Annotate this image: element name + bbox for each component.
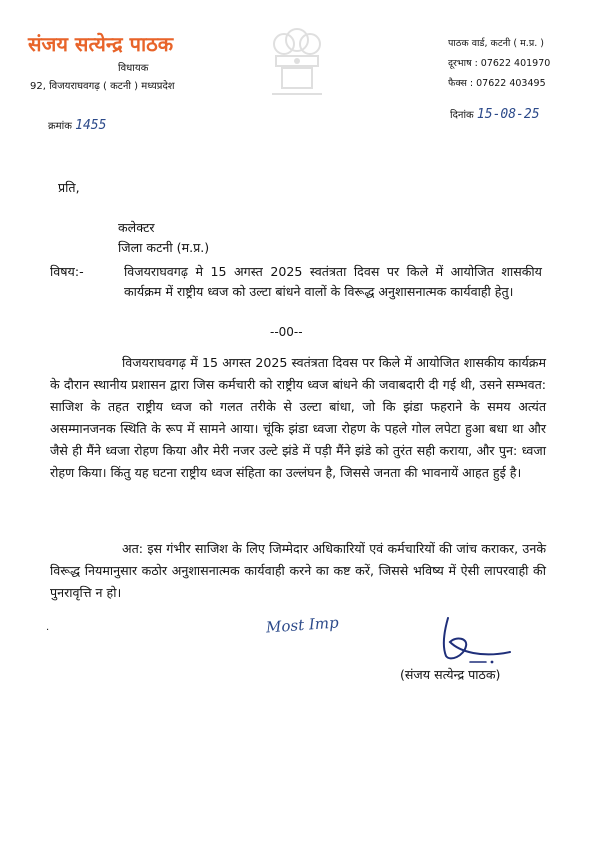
body-paragraph-2: अत: इस गंभीर साजिश के लिए जिम्मेदार अधिकारियों एवं कर्मचारियों की जांच कराकर, उनके विरूद्ध नियमानुसार कठोर अनुशासनात्मक कार्यवाही करने का कष्ट करें, जिससे भविष्य में ऐसी लापरवाही की पुनरावृत्ति न हो।	[50, 541, 546, 600]
letter-date	[450, 107, 540, 122]
letterhead-address: 92, विजयराघवगढ़ ( कटनी ) मध्यप्रदेश	[30, 81, 175, 92]
reference-value: 1455	[75, 118, 107, 133]
signer-name: (संजय सत्येन्द्र पाठक)	[400, 667, 501, 682]
subject-label: विषय:-	[50, 264, 84, 279]
letterhead-name: संजय सत्येन्द्र पाठक	[28, 32, 174, 56]
letterhead-right-address: पाठक वार्ड, कटनी ( म.प्र. )	[448, 38, 544, 49]
separator: --00--	[270, 325, 303, 339]
signature-mark	[430, 612, 520, 672]
date-label: दिनांक	[450, 110, 474, 121]
date-value: 15-08-25	[476, 107, 540, 122]
stray-mark: .	[46, 622, 50, 633]
state-emblem-icon	[262, 22, 332, 102]
letterhead-fax: फैक्स : 07622 403495	[448, 78, 546, 89]
reference-label: क्रमांक	[48, 121, 72, 132]
body-paragraph-1: विजयराघवगढ़ में 15 अगस्त 2025 स्वतंत्रता दिवस पर किले में आयोजित शासकीय कार्यक्रम के दौरान स्थानीय प्रशासन द्वारा जिस कर्मचारी को राष्ट्रीय ध्वज बांधने की जवाबदारी दी गई थी, उसने सम्भवत: साजिश के तहत राष्ट्रीय ध्वज को गलत तरीके से उल्टा बांधा, जो कि झंडा फहराने के समय अत्यंत असम्मानजनक स्थिति के रूप में सामने आया। चूंकि झंडा ध्वजा रोहण के पहले गोल लपेटा हुआ बधा था और जैसे ही मैंने ध्वजा रोहण किया और मेरी नजर उल्टे झंडे में पड़ी मैंने झंडे को तुरंत सही कराया, और पुन: ध्वजा रोहण किया। किंतु यह घटना राष्ट्रीय ध्वज संहिता का उल्लंघन है, जिससे जनता की भावनायें आहत हुई है।	[50, 355, 546, 480]
addressee-line1: कलेक्टर	[118, 220, 155, 235]
salutation: प्रति,	[58, 180, 80, 195]
addressee-line2: जिला कटनी (म.प्र.)	[118, 240, 210, 255]
letterhead-designation: विधायक	[118, 63, 149, 74]
handwritten-note: Most Imp	[265, 613, 340, 637]
reference-number	[48, 118, 106, 133]
letterhead-phone: दूरभाष : 07622 401970	[448, 58, 551, 69]
subject-text: विजयराघवगढ़ मे 15 अगस्त 2025 स्वतंत्रता दिवस पर किले में आयोजित शासकीय कार्यक्रम में राष्ट्रीय ध्वज को उल्टा बांधने वालों के विरूद्ध अनुशासनात्मक कार्यवाही हेतु।	[124, 264, 542, 299]
